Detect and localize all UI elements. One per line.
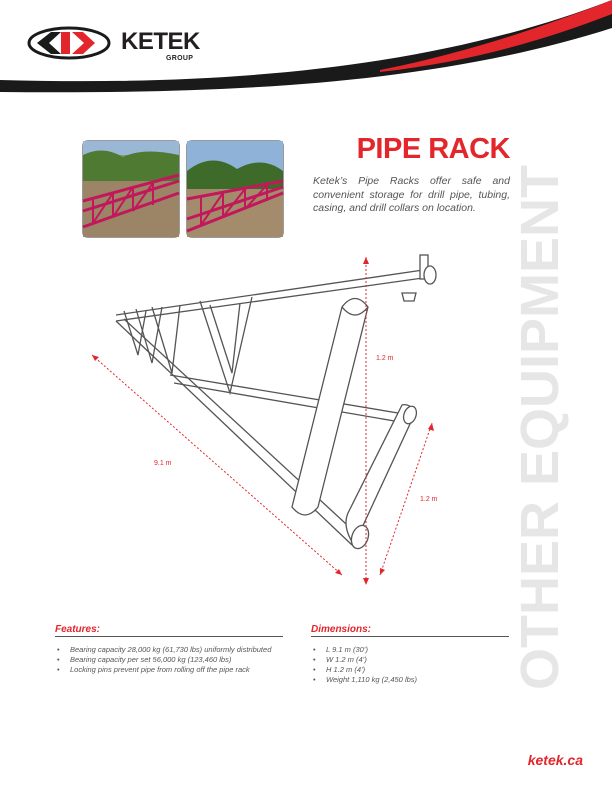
list-item: • W 1.2 m (4’) <box>311 655 511 665</box>
page-title: PIPE RACK <box>356 133 510 165</box>
pipe-rack-photo-1 <box>82 140 180 238</box>
pipe-rack-photo-2 <box>186 140 284 238</box>
width-dimension-label: 1.2 m <box>420 496 438 503</box>
svg-text:OTHER EQUIPMENT: OTHER EQUIPMENT <box>510 164 570 690</box>
brand-subtitle: GROUP <box>166 55 194 62</box>
list-item: • Weight 1,110 kg (2,450 lbs) <box>311 675 511 685</box>
list-item: • Bearing capacity per set 56,000 kg (123,460 lbs) <box>55 655 285 665</box>
height-dimension-label: 1.2 m <box>376 355 394 362</box>
sidebar-category-text <box>510 140 588 720</box>
brand-name: KETEK <box>121 28 200 55</box>
length-dimension-label: 9.1 m <box>154 460 172 467</box>
product-description: Ketek’s Pipe Racks offer safe and convenient storage for drill pipe, tubing, casing, and drill collars on location. <box>313 175 510 214</box>
pipe-rack-drawing <box>80 245 450 590</box>
dimensions-divider <box>311 636 509 637</box>
features-divider <box>55 636 283 637</box>
list-item: • L 9.1 m (30’) <box>311 645 511 655</box>
list-item: • Locking pins prevent pipe from rolling off the pipe rack <box>55 665 285 675</box>
website-link[interactable]: ketek.ca <box>527 752 583 768</box>
dimensions-list <box>311 645 511 685</box>
list-item: • Bearing capacity 28,000 kg (61,730 lbs) uniformly distributed <box>55 645 285 655</box>
features-list <box>55 645 285 675</box>
ketek-k-logo-icon <box>27 26 111 60</box>
features-heading: Features: <box>55 624 101 635</box>
list-item: • H 1.2 m (4’) <box>311 665 511 675</box>
dimensions-heading: Dimensions: <box>311 624 372 635</box>
brand-logo[interactable] <box>27 26 111 60</box>
